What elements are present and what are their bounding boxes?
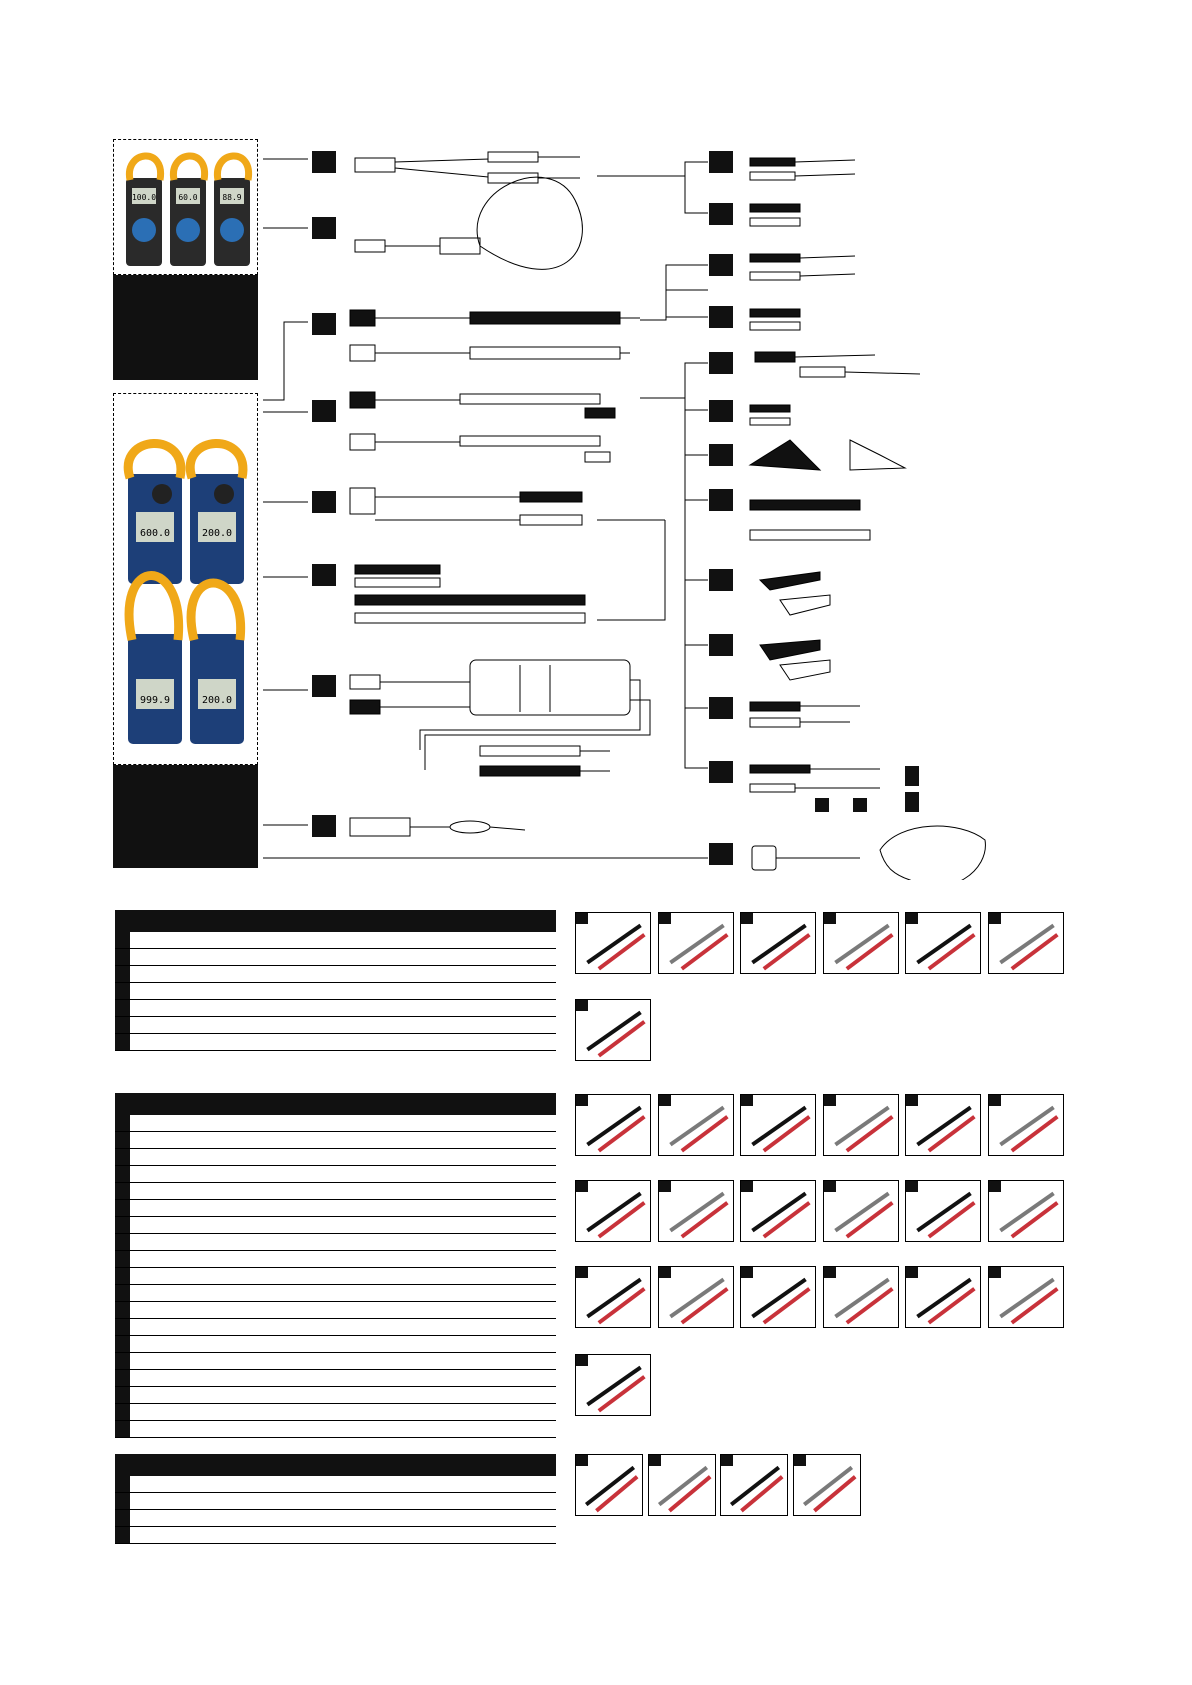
accessory-marker [312, 815, 336, 837]
clamp-meters-illustration [114, 140, 257, 274]
table-row [115, 1149, 556, 1166]
accessory-photo-illustration [989, 1095, 1064, 1156]
accessory-marker [709, 444, 733, 466]
accessory-photo [905, 1180, 981, 1242]
row-index-cell [115, 1217, 130, 1233]
row-index-cell [115, 1336, 130, 1352]
row-index-cell [115, 1234, 130, 1250]
row-index-cell [115, 1149, 130, 1165]
table-header [115, 1454, 556, 1476]
accessory-photo [575, 912, 651, 974]
table-row [115, 932, 556, 949]
accessory-photo-illustration [659, 1181, 734, 1242]
table-row [115, 1268, 556, 1285]
accessory-marker [312, 217, 336, 239]
accessory-marker [312, 151, 336, 173]
row-index-cell [115, 1493, 130, 1509]
row-index-cell [115, 1166, 130, 1182]
row-index-cell [115, 1319, 130, 1335]
accessory-photo [823, 1094, 899, 1156]
accessory-photo [905, 1094, 981, 1156]
accessory-marker [709, 569, 733, 591]
accessory-photo-illustration [576, 1181, 651, 1242]
row-index-cell [115, 1200, 130, 1216]
accessory-photo-illustration [659, 1095, 734, 1156]
table-row [115, 1251, 556, 1268]
accessory-photo-illustration [576, 1095, 651, 1156]
table-row [115, 1370, 556, 1387]
row-index-cell [115, 1370, 130, 1386]
accessory-marker [312, 491, 336, 513]
accessory-photo-illustration [659, 1267, 734, 1328]
accessory-photo [905, 912, 981, 974]
accessory-photo [905, 1266, 981, 1328]
meter-display-2: 60.0 [178, 193, 198, 202]
meter-display-5: 200.0 [201, 528, 233, 539]
row-index-cell [115, 983, 130, 999]
row-index-cell [115, 1268, 130, 1284]
table-row [115, 1493, 556, 1510]
row-index-cell [115, 1404, 130, 1420]
table-row [115, 1132, 556, 1149]
instrument-group-a-label-panel [113, 275, 258, 380]
accessory-marker [709, 203, 733, 225]
table-row [115, 1302, 556, 1319]
table-row [115, 1285, 556, 1302]
accessory-marker [312, 675, 336, 697]
table-row [115, 1183, 556, 1200]
row-index-cell [115, 1034, 130, 1050]
accessory-marker [709, 489, 733, 511]
row-index-cell [115, 1476, 130, 1492]
table-row [115, 1166, 556, 1183]
accessory-photo [988, 912, 1064, 974]
table-row [115, 966, 556, 983]
accessory-photo [988, 1180, 1064, 1242]
accessory-marker [709, 400, 733, 422]
row-index-cell [115, 949, 130, 965]
accessory-photo-illustration [721, 1455, 788, 1516]
meter-display-3: 88.9 [222, 193, 242, 202]
accessory-marker-small [905, 792, 919, 812]
accessory-marker [709, 697, 733, 719]
accessory-photo [740, 1266, 816, 1328]
table-row [115, 1217, 556, 1234]
accessory-photo [988, 1266, 1064, 1328]
accessory-photo [740, 1180, 816, 1242]
table-row [115, 983, 556, 1000]
row-index-cell [115, 1183, 130, 1199]
accessory-photo [575, 1180, 651, 1242]
accessory-photo [575, 1354, 651, 1416]
accessory-marker [312, 564, 336, 586]
table-row [115, 1000, 556, 1017]
accessory-photo-illustration [576, 1000, 651, 1061]
large-clamp-meters-illustration [114, 394, 257, 764]
accessory-photo [823, 1180, 899, 1242]
accessory-photo-illustration [576, 1355, 651, 1416]
table-row [115, 1234, 556, 1251]
table-row [115, 1115, 556, 1132]
accessory-photo [575, 999, 651, 1061]
accessory-photo-illustration [576, 1455, 643, 1516]
instrument-group-a [113, 139, 258, 275]
table-row [115, 1476, 556, 1493]
accessory-photo [720, 1454, 788, 1516]
row-index-cell [115, 966, 130, 982]
instrument-group-b-label-panel [113, 765, 258, 868]
table-row [115, 1200, 556, 1217]
row-index-cell [115, 1251, 130, 1267]
accessory-marker [709, 843, 733, 865]
accessory-marker-small [815, 798, 829, 812]
accessory-photo-illustration [989, 913, 1064, 974]
row-index-cell [115, 932, 130, 948]
accessory-photo [648, 1454, 716, 1516]
row-index-cell [115, 1000, 130, 1016]
table-row [115, 1336, 556, 1353]
table-row [115, 1527, 556, 1544]
accessory-marker-small [905, 766, 919, 786]
row-index-cell [115, 1353, 130, 1369]
accessory-photo-illustration [906, 1267, 981, 1328]
row-index-cell [115, 1302, 130, 1318]
accessory-photo [575, 1266, 651, 1328]
table-header [115, 910, 556, 932]
instrument-group-b [113, 393, 258, 765]
accessory-photo [988, 1094, 1064, 1156]
accessory-photo-illustration [741, 1181, 816, 1242]
accessory-photo [793, 1454, 861, 1516]
table-row [115, 1353, 556, 1370]
accessory-marker [709, 634, 733, 656]
accessory-marker-small [853, 798, 867, 812]
accessory-photo-illustration [649, 1455, 716, 1516]
accessory-photo [658, 1266, 734, 1328]
accessory-photo-illustration [659, 913, 734, 974]
accessory-photo-illustration [906, 1181, 981, 1242]
meter-display-4: 600.0 [139, 528, 171, 539]
accessory-photo-illustration [989, 1181, 1064, 1242]
table-row [115, 1034, 556, 1051]
accessory-photo-illustration [576, 1267, 651, 1328]
row-index-cell [115, 1285, 130, 1301]
accessory-photo [575, 1094, 651, 1156]
accessory-photo-illustration [824, 913, 899, 974]
accessory-photo-illustration [989, 1267, 1064, 1328]
accessory-marker [709, 306, 733, 328]
row-index-cell [115, 1132, 130, 1148]
row-index-cell [115, 1017, 130, 1033]
row-index-cell [115, 1527, 130, 1543]
table-row [115, 1510, 556, 1527]
row-index-cell [115, 1115, 130, 1131]
accessory-marker [312, 313, 336, 335]
accessory-marker [709, 761, 733, 783]
accessory-marker [709, 254, 733, 276]
accessory-photo-illustration [906, 1095, 981, 1156]
accessory-marker [709, 151, 733, 173]
meter-display-7: 200.0 [201, 695, 233, 706]
accessory-photo [658, 912, 734, 974]
table-row [115, 1404, 556, 1421]
table-row [115, 949, 556, 966]
table-row [115, 1319, 556, 1336]
accessory-photo-illustration [741, 1267, 816, 1328]
accessory-marker [709, 352, 733, 374]
row-index-cell [115, 1421, 130, 1437]
accessory-photo [740, 1094, 816, 1156]
table-row [115, 1421, 556, 1438]
accessory-photo-illustration [741, 913, 816, 974]
table-row [115, 1387, 556, 1404]
accessory-photo-illustration [741, 1095, 816, 1156]
accessory-photo-illustration [794, 1455, 861, 1516]
accessory-photo-illustration [824, 1181, 899, 1242]
meter-display-6: 999.9 [139, 695, 171, 706]
accessory-photo [575, 1454, 643, 1516]
accessory-photo [823, 1266, 899, 1328]
accessory-photo [823, 912, 899, 974]
accessory-photo [658, 1180, 734, 1242]
row-index-cell [115, 1510, 130, 1526]
table-header [115, 1093, 556, 1115]
row-index-cell [115, 1387, 130, 1403]
accessory-photo-illustration [576, 913, 651, 974]
accessory-photo-illustration [824, 1095, 899, 1156]
accessory-marker [312, 400, 336, 422]
accessory-photo-illustration [824, 1267, 899, 1328]
meter-display-1: 100.0 [131, 193, 157, 202]
table-row [115, 1017, 556, 1034]
accessory-photo [740, 912, 816, 974]
accessory-photo [658, 1094, 734, 1156]
accessory-photo-illustration [906, 913, 981, 974]
